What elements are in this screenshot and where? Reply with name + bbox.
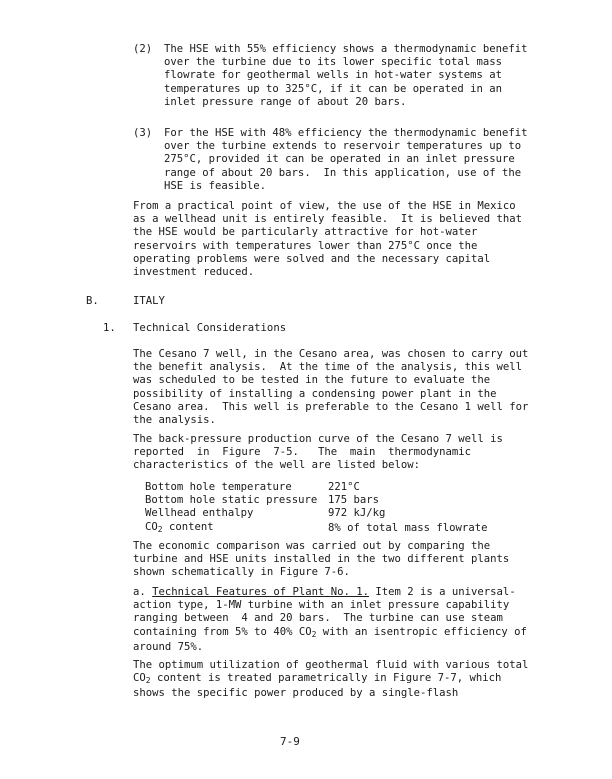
item-number: (3): [133, 127, 153, 139]
characteristic-name: $CO_2$ content: [145, 520, 214, 534]
subsection-title: Technical Considerations: [133, 322, 287, 334]
item-text: For the HSE with 48% efficiency the thermodynamic benefit over the turbine extends to reservoir temperatures up to 275°C, provided it can be operated in an inlet pressure range of about 20 bars. In this application, use of the HSE is feasible.: [164, 127, 528, 192]
characteristic-value: 8% of total mass flowrate: [328, 521, 488, 534]
characteristic-name: Wellhead enthalpy: [145, 507, 254, 520]
cesano-paragraph: The Cesano 7 well, in the Cesano area, was chosen to carry out the benefit analysis. At the time of the analysis, this well was scheduled to be tested in the future to evaluate the possibility of installing a condensing power plant in the Cesano area. This well is preferable to the Cesano 1 well for the analysis.: [133, 348, 529, 427]
characteristic-value: 221°C: [328, 481, 360, 493]
section-title: ITALY: [133, 295, 165, 307]
table-row: [145, 481, 487, 494]
table-row: [145, 507, 487, 520]
subsection-number: 1.: [103, 322, 116, 334]
characteristic-name: Bottom hole static pressure: [145, 494, 318, 507]
characteristic-value: 175 bars: [328, 494, 380, 507]
plant1-paragraph: a. Technical Features of Plant No. 1. Item 2 is a universal- action type, 1-MW turbine with an inlet pressure capability ranging between 4 and 20 bars. The turbine can use steam containing from 5% to 40% $CO_2$ with an isentropic efficiency of around 75%.: [133, 586, 527, 653]
item-number: (2): [133, 43, 153, 55]
economic-paragraph: The economic comparison was carried out by comparing the turbine and HSE units installed in the two different plants shown schematically in Figure 7-6.: [133, 540, 510, 579]
mexico-paragraph: From a practical point of view, the use of the HSE in Mexico as a wellhead unit is entirely feasible. It is believed that the HSE would be particularly attractive for hot-water reservoirs with temperatures lower than 275°C once the operating problems were solved and the necessary capital investment reduced.: [133, 200, 523, 279]
table-row: [145, 521, 487, 536]
item-text: The HSE with 55% efficiency shows a thermodynamic benefit over the turbine due to its lower specific total mass flowrate for geothermal wells in hot-water systems at temperatures up to 325°C, if it can be operated in an inlet pressure range of about 20 bars.: [164, 43, 528, 108]
plant1-heading: Technical Features of Plant No. 1.: [152, 586, 369, 598]
section-letter: B.: [86, 295, 99, 307]
table-row: [145, 494, 487, 507]
page-number: 7-9: [280, 735, 300, 748]
well-characteristics-table: [145, 481, 487, 536]
characteristic-value: 972 kJ/kg: [328, 507, 386, 520]
characteristic-name: Bottom hole temperature: [145, 481, 292, 493]
optimum-paragraph: The optimum utilization of geothermal fluid with various total $CO_2$ content is treated parametrically in Figure 7-7, which shows the specific power produced by a single-flash: [133, 659, 529, 700]
backpressure-paragraph: The back-pressure production curve of the Cesano 7 well is reported in Figure 7-5. The main thermodynamic characteristics of the well are listed below:: [133, 433, 503, 472]
